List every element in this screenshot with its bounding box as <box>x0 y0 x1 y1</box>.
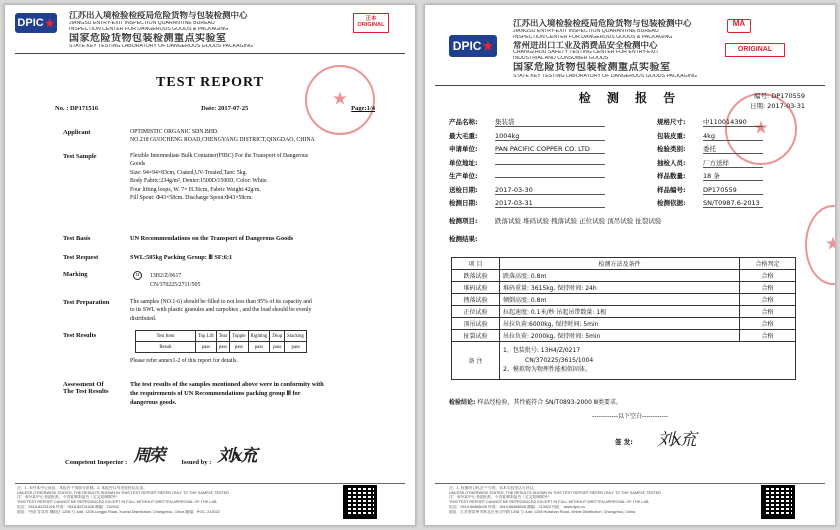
info-row: 检测日期: 2017-03-31 <box>449 198 605 208</box>
issuer-signature: 刘x㐬 <box>657 430 695 450</box>
edge-seal-stamp <box>805 205 836 285</box>
page-number: Page:1/4 <box>351 105 375 112</box>
info-row: 样品数量: 18 条 <box>657 171 763 181</box>
info-row: 送检日期: 2017-03-30 <box>449 185 605 195</box>
table-row: 跌落试验 跌落高度: 0.8m 合格 <box>452 270 796 282</box>
info-row: 单位地址: <box>449 158 605 167</box>
table-row: 项 目 检测方法及条件 合格判定 <box>452 258 796 270</box>
header-en-3: CHANGZHOU SAFETY TESTING CENTER FOR ENTRY-EXIT <box>513 50 659 56</box>
issuer-signature: 刘x㐬 <box>217 446 256 466</box>
inspector-label: Competent Inspector : <box>65 459 128 466</box>
header-cn-2: 常州进出口工业及消费品安全检测中心 <box>513 40 658 50</box>
report-number: No. : DP171516 <box>55 105 99 112</box>
table-row: 堆码试验 堆码重量: 3615kg, 保持时间: 24h 合格 <box>452 282 796 294</box>
basis-label: Test Basis <box>63 235 91 242</box>
table-row: 扯裂试验 吊拉负荷: 2000kg, 保持时间: 5min 合格 <box>452 330 796 342</box>
info-row: 产品名称: 集装袋 <box>449 117 605 127</box>
header-rule <box>435 85 825 86</box>
un-mark-icon: u <box>133 271 142 280</box>
footer-rule <box>435 483 825 484</box>
header-en-5: STATE KEY TESTING LABORATORY OF DANGEROUS GOODS PACKAGING <box>513 73 697 79</box>
applicant-value: OPTIMISTIC ORGANIC SDN.BHD. NO.218 GUOCHENG ROAD,CHENGYANG DISTRICT,QINGDAO, CHINA <box>130 129 315 144</box>
sample-label: Test Sample <box>63 153 97 160</box>
results-label: Test Results <box>63 332 97 339</box>
header-text <box>69 11 309 50</box>
header-en-4: INDUSTRIAL AND CONSUMER GOODS <box>513 56 609 62</box>
info-row: 包装皮重: 4kg <box>657 131 763 141</box>
sample-value: Flexible Intermediate Bulk Container(FIBC) For the Transport of Dangerous Goods Size: 94×94×83cm, Coated,UV-Treated,Tare: 5kg. Body Fabric:234g/m², Denier:1500D/1500D, Color: White. Four lifting loops, W. 7× H.36cm, Fabric Weight:42g/m. Fill Spout: Φ43×58cm. Discharge Spout:Φ43×58cm. <box>130 153 309 201</box>
prep-label: Test Preparation <box>63 299 110 306</box>
ma-mark: MA <box>727 19 751 33</box>
footer-text: 注：1. 未经本中心同意，本报告不得部分复制。2. 本报告仅对送检样品负责。 UNLESS OTHERWISE STATED, THE RESULTS SHOWN IN THIS TEST REPORT REFER ONLY TO THE SAMPLE TESTED 注：未经本中心书面批准，不得复制本报告（全文复制除外） THIS TEST REPORT CANNOT BE REPRODUCED EXCEPT IN FULL WITHOUT WRITTEN APPROVAL OF THE LAB 电话：0518-82231028 传真：0518-82231028 邮编：222042 地址：中国 青岛市 城阳区 1208 号 Add: 1208 Longjia Road, Xuzhai Distribution, Changzhou, China 邮编：POC: 213022 <box>17 486 230 514</box>
marking-value: u 13H2/Z/0617 CN/370225/2711/505 <box>133 271 273 289</box>
table-row: 拽落试验 倾倒高度: 0.8m 合格 <box>452 294 796 306</box>
inspector-signature: 周荣 <box>133 446 164 466</box>
header-en-2: INSPECTION CENTER FOR DANGEROUS GOODS & PACKAGING <box>69 26 229 32</box>
result-label-row: 检测结果: <box>449 235 478 243</box>
marking-label: Marking <box>63 271 88 278</box>
info-row: 申请单位: PAN PACIFIC COPPER CO. LTD <box>449 144 605 154</box>
original-stamp: ORIGINAL <box>725 43 785 57</box>
table-row: 正位试验 拉起速度: 0.1米/秒 吊起吊带数量: 1根 合格 <box>452 306 796 318</box>
header-cn-1: 江苏出入境检验检疫局危险货物与包装检测中心 <box>69 11 248 20</box>
header-en-2: INSPECTION CENTER FOR DANGEROUS GOODS & PACKAGING <box>513 34 673 40</box>
table-row: Test Item Top Lift Tear Topple Righting Drop Stacking <box>136 331 307 342</box>
end-line: ------------以下空白------------ <box>592 413 668 420</box>
test-report-chinese <box>424 4 836 526</box>
table-row: 顶吊试验 吊拉负荷:6000kg, 保持时间: 5min 合格 <box>452 318 796 330</box>
info-row: 样品编号: DP170559 <box>657 185 763 195</box>
header-en-3: STATE KEY TESTING LABORATORY OF DANGEROUS GOODS PACKAGING <box>69 44 253 50</box>
report-title: 检 测 报 告 <box>578 91 682 105</box>
header-cn-1: 江苏出入境检验检疫局危险货物与包装检测中心 <box>513 19 692 28</box>
signature-row <box>65 441 255 466</box>
table-row: Result pass pass pass pass pass pass <box>136 342 307 353</box>
info-row: 检验类别: 委托 <box>657 144 763 154</box>
test-report-english <box>4 4 416 526</box>
info-row: 规格尺寸: 中110014390 <box>657 117 763 127</box>
original-stamp: 正本 ORIGINAL <box>353 13 389 33</box>
dpic-logo: DPIC ★ <box>449 35 497 57</box>
header-cn-3: 国家危险货物包装检测重点实验室 <box>513 62 671 74</box>
report-title: TEST REPORT <box>156 75 264 90</box>
request-value: SWL:505kg Packing Group: Ⅲ SF:6:1 <box>130 254 233 261</box>
items-row: 检测项目: 跌落试验 堆码试验 拽落试验 正位试验 顶吊试验 扯裂试验 <box>449 217 662 225</box>
applicant-label: Applicant <box>63 129 91 136</box>
qr-code <box>343 485 377 519</box>
report-meta <box>55 105 375 112</box>
header-en-1: JIANGSU ENTRY-EXIT INSPECTION QUARANTINE BUREAU <box>69 20 215 26</box>
dpic-logo: DPIC ★ <box>15 13 57 33</box>
info-row: 抽检人员: 厂方送样 <box>657 158 763 168</box>
info-row: 最大毛重: 1004kg <box>449 131 605 141</box>
issuer-label: Issued by : <box>181 459 212 466</box>
conclusion-row: 检验结论: 样品经检验，其性能符合 SN/T0893-2000 Ⅲ类要求。 <box>449 399 622 406</box>
header-en-1: JIANGSU ENTRY-EXIT INSPECTION QUARANTINE BUREAU <box>513 28 659 34</box>
info-row: 检测依据: SN/T0987.6-2013 <box>657 198 763 208</box>
basis-value: UN Recommendations on the Transport of Dangerous Goods <box>130 235 294 242</box>
assessment-value: The test results of the samples mentioned above were in conformity with the requirements of UN Recommendations packing group Ⅲ for dangerous goods. <box>130 381 324 407</box>
results-note: Please refer annex1-2 of this report for details. <box>130 358 238 364</box>
results-table <box>451 257 796 380</box>
report-date: 日期: 2017-03-31 <box>749 102 805 110</box>
request-label: Test Request <box>63 254 99 261</box>
footer-rule <box>15 483 405 484</box>
info-row: 生产单位: <box>449 171 605 180</box>
table-row: 备 注 1、包装批号: 13H4/Z/0217 CN/370225/3615/1004 2、模拟物为物理性能相似固体。 <box>452 342 796 380</box>
report-number: 编号: DP170559 <box>754 92 805 100</box>
assessment-label: Assessment Of The Test Results <box>63 381 109 395</box>
footer-text: 注：1. 检测项目标注"*"号的，非本实验室认可项目。 UNLESS OTHERWISE STATED, THE RESULTS SHOWN IN THIS TEST REPORT REFER ONLY TO THE SAMPLE TESTED 注：未经本中心书面批准，不得复制本报告（全文复制除外） THIS TEST REPORT CANNOT BE REPRODUCED EXCEPT IN FULL WITHOUT WRITTEN APPROVAL OF THE LAB 电话：0519-86668028 传真：0519-86668028 邮编：213022 网址：www.dpic.cn 地址：江苏省常州市新北区华山中路 1208 号 Add: 1208 Huashan Road, Xinbei Distribution, Changzhou, China <box>449 486 662 514</box>
sign-row: 签 发: <box>615 438 633 446</box>
qr-code <box>761 485 795 519</box>
header-cn-2: 国家危险货物包装检测重点实验室 <box>69 32 227 44</box>
header-rule <box>15 53 405 54</box>
prep-value: The samples (NO.1-6) should be filled to not less than 95% of its capacity and to its SWL with plastic granules and carpolites , and the load should be evenly distributed. <box>130 299 312 322</box>
results-table <box>135 330 307 353</box>
report-date: Date: 2017-07-25 <box>201 105 249 112</box>
header-text <box>513 19 743 80</box>
